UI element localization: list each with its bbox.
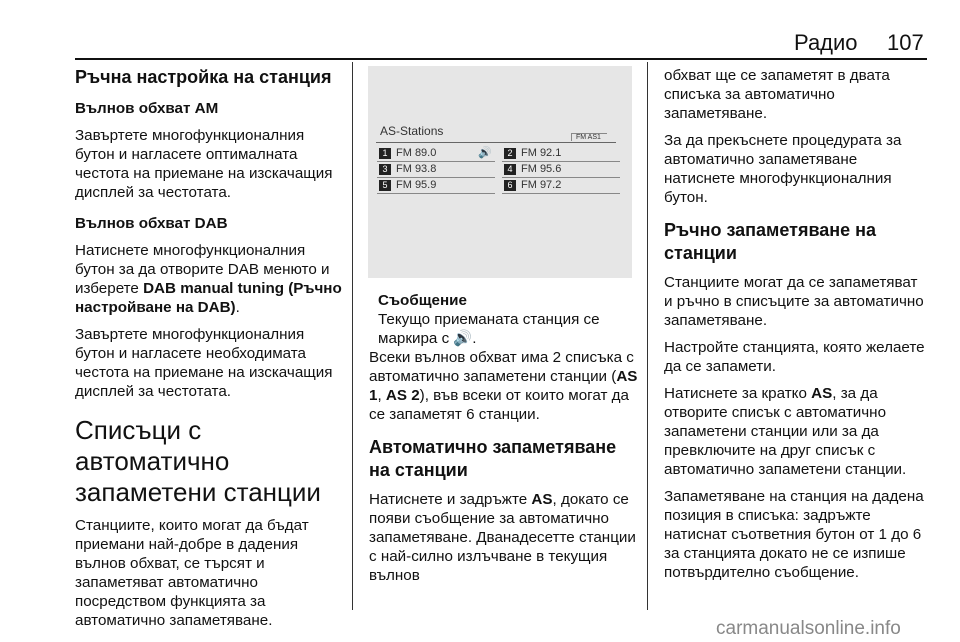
- manual-store-step-save: Запаметяване на станция на дадена позиция в списъка: задръжте натиснат съответния бутон от 1 до 6 за станцията докато не се изпише потвърдително съобщение.: [664, 488, 924, 581]
- screen-divider: [376, 142, 616, 143]
- note-text: Текущо приеманата станция се маркира с 🔊.: [378, 311, 600, 347]
- manual-store-step-tune: Настройте станцията, която желаете да се запамети.: [664, 339, 925, 375]
- dab-band-text: Натиснете многофункционалния бутон за да отворите DAB менюто и изберете DAB manual tuning (Ръчно настройване на DAB).: [75, 242, 342, 316]
- station-slot-6: 6 FM 97.2: [502, 178, 620, 194]
- station-slot-3: 3 FM 93.8: [377, 162, 495, 178]
- page-section-title: Радио: [794, 30, 858, 55]
- middle-column: [369, 348, 641, 593]
- right-column: [664, 66, 930, 590]
- cancel-auto-store-text: За да прекъснете процедурата за автоматично запаметяване натиснете многофункционалния бутон.: [664, 132, 902, 206]
- screen-band-tag: FM AS1: [571, 133, 607, 141]
- am-band-text: Завъртете многофункционалния бутон и нагласете оптималната честота на приемане на изскачащия дисплей за честотата.: [75, 127, 333, 201]
- station-slot-2: 2 FM 92.1: [502, 146, 620, 162]
- manual-store-step-open-list: Натиснете за кратко AS, за да отворите списък с автоматично запаметени станции или за да превключите на друг списък с автоматично запаметени станции.: [664, 385, 907, 478]
- column-divider-right: [647, 62, 648, 610]
- screen-title: AS-Stations: [380, 124, 444, 138]
- auto-store-continued: обхват ще се запаметят в двата списъка за автоматично запаметяване.: [664, 67, 890, 122]
- am-band-title: Вълнов обхват AM: [75, 100, 219, 117]
- column-divider-left: [352, 62, 353, 610]
- dab-band-text-2: Завъртете многофункционалния бутон и нагласете необходимата честота на приемане на изскачащия дисплей за честотата.: [75, 326, 333, 400]
- auto-lists-text: Станциите, които могат да бъдат приемани най-добре в дадения вълнов обхват, се търсят и запаметяват автоматично посредством функцията за автоматично запаметяване.: [75, 517, 309, 629]
- note-title: Съобщение: [378, 292, 467, 309]
- section-heading-manual-tuning: Ръчна настройка на станция: [75, 67, 332, 87]
- auto-store-text: Натиснете и задръжте AS, докато се появи съобщение за автоматично запаметяване. Дванадесетте станции с най-силно излъчване в текущия вълнов: [369, 491, 636, 584]
- watermark: carmanualsonline.info: [716, 618, 901, 639]
- section-heading-auto-store: Автоматично запаметяване на станции: [369, 437, 617, 480]
- section-heading-manual-store: Ръчно запаметяване на станции: [664, 220, 877, 263]
- note-box: [378, 291, 628, 348]
- radio-display-illustration: [368, 66, 632, 278]
- auto-lists-paragraph: Всеки вълнов обхват има 2 списъка с автоматично запаметени станции (AS 1, AS 2), във всеки от които могат да се запаметят 6 станции.: [369, 349, 638, 423]
- station-slot-5: 5 FM 95.9: [377, 178, 495, 194]
- station-slot-4: 4 FM 95.6: [502, 162, 620, 178]
- page-number: 107: [887, 30, 924, 55]
- manual-store-intro: Станциите могат да се запаметяват и ръчно в списъците за автоматично запаметяване.: [664, 274, 924, 329]
- header-rule: [75, 58, 927, 60]
- dab-band-title: Вълнов обхват DAB: [75, 215, 228, 232]
- section-heading-auto-lists: Списъци с автоматично запаметени станции: [75, 415, 321, 507]
- left-column: [75, 66, 347, 638]
- speaker-icon: 🔊: [478, 147, 492, 159]
- station-slot-1: 1 FM 89.0 🔊: [377, 146, 495, 162]
